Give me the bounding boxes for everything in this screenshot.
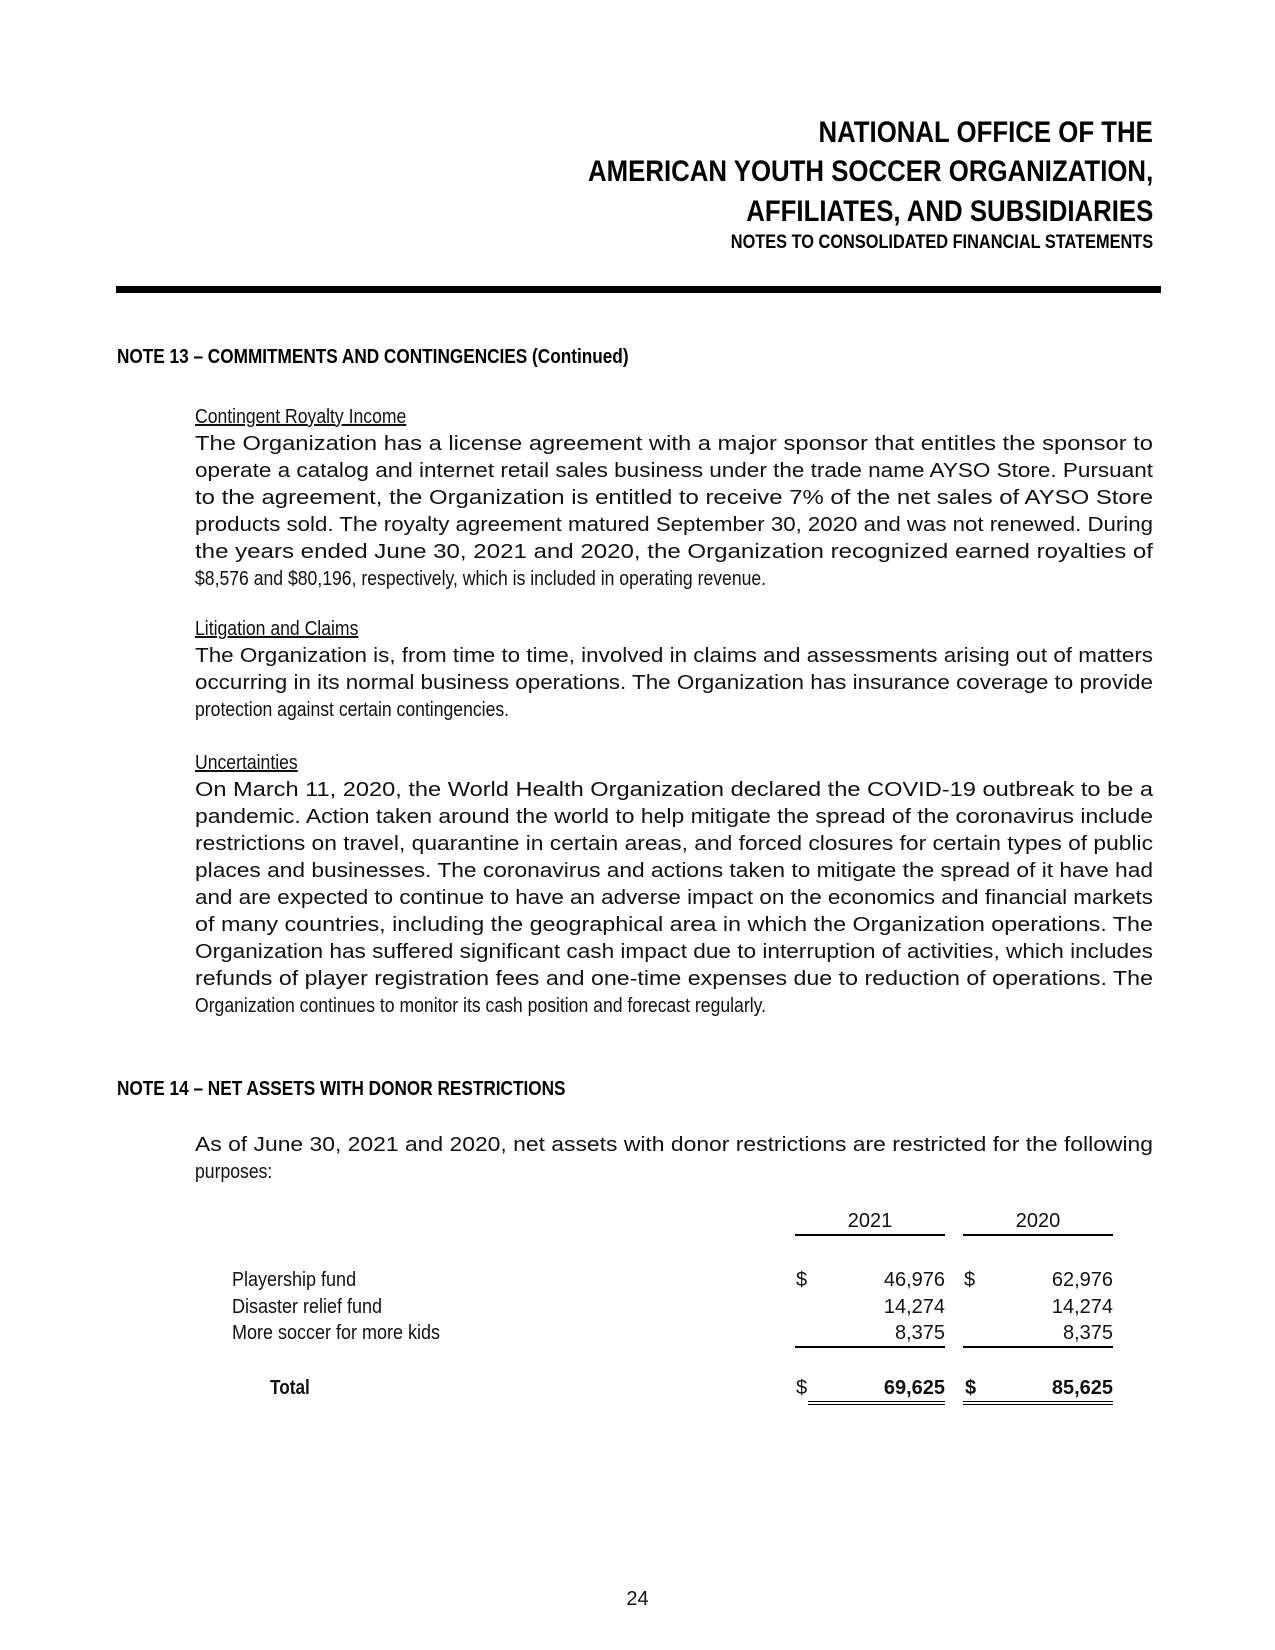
total-value-2021: 69,625 bbox=[808, 1375, 945, 1405]
text-run: The Organization has a license agreement with a major sponsor that entitles the sponsor to bbox=[195, 433, 1153, 455]
section-heading-royalty: Contingent Royalty Income bbox=[195, 406, 407, 428]
currency-symbol: $ bbox=[796, 1377, 808, 1399]
header-line-3: AFFILIATES, AND SUBSIDIARIES bbox=[745, 195, 1153, 228]
total-label: Total bbox=[270, 1377, 310, 1399]
cell-value: 8,375 bbox=[963, 1320, 1113, 1348]
text-run: operate a catalog and internet retail sales business under the trade name AYSO Store. Pursuant bbox=[195, 460, 1153, 482]
column-header-2021: 2021 bbox=[795, 1208, 945, 1236]
column-header-2020: 2020 bbox=[963, 1208, 1113, 1236]
text-run: and are expected to continue to have an adverse impact on the economics and financial markets bbox=[195, 887, 1153, 909]
cell-value: 14,274 bbox=[883, 1296, 945, 1318]
text-run: restrictions on travel, quarantine in certain areas, and forced closures for certain types of public bbox=[195, 833, 1153, 855]
currency-symbol: $ bbox=[964, 1269, 976, 1291]
row-label: More soccer for more kids bbox=[232, 1322, 441, 1344]
total-value-2020 bbox=[963, 1375, 1113, 1405]
cell-value: 14,274 bbox=[1051, 1296, 1113, 1318]
cell-value: 62,976 bbox=[1051, 1269, 1113, 1291]
text-run: As of June 30, 2021 and 2020, net assets with donor restrictions are restricted for the following bbox=[195, 1134, 1153, 1156]
currency-symbol: $ bbox=[796, 1269, 808, 1291]
text-run: places and businesses. The coronavirus and actions taken to mitigate the spread of it have had bbox=[195, 860, 1153, 882]
section-heading-litigation: Litigation and Claims bbox=[195, 618, 359, 640]
row-label: Playership fund bbox=[232, 1269, 357, 1291]
text-run: On March 11, 2020, the World Health Organization declared the COVID-19 outbreak to be a bbox=[195, 779, 1153, 801]
row-label: Disaster relief fund bbox=[232, 1296, 383, 1318]
text-run: occurring in its normal business operations. The Organization has insurance coverage to provide bbox=[195, 672, 1153, 694]
text-run: the years ended June 30, 2021 and 2020, the Organization recognized earned royalties of bbox=[195, 541, 1153, 563]
cell-value: 46,976 bbox=[883, 1269, 945, 1291]
text-run: pandemic. Action taken around the world to help mitigate the spread of the coronavirus include bbox=[195, 806, 1153, 828]
page-number: 24 bbox=[626, 1588, 649, 1610]
text-run: to the agreement, the Organization is entitled to receive 7% of the net sales of AYSO Store bbox=[195, 487, 1153, 509]
text-run: purposes: bbox=[195, 1161, 273, 1183]
text-run: The Organization is, from time to time, involved in claims and assessments arising out of matters bbox=[195, 645, 1153, 667]
text-run: refunds of player registration fees and one-time expenses due to reduction of operations. The bbox=[195, 968, 1153, 990]
header-line-2: AMERICAN YOUTH SOCCER ORGANIZATION, bbox=[587, 155, 1153, 188]
text-run: Organization continues to monitor its cash position and forecast regularly. bbox=[195, 995, 766, 1017]
text-run: products sold. The royalty agreement matured September 30, 2020 and was not renewed. During bbox=[195, 514, 1153, 536]
section-heading-uncertainties: Uncertainties bbox=[195, 752, 298, 774]
note-14-title: NOTE 14 – NET ASSETS WITH DONOR RESTRICTIONS bbox=[117, 1078, 566, 1100]
total-amount: 85,625 bbox=[1051, 1377, 1113, 1399]
text-run: Organization has suffered significant cash impact due to interruption of activities, which includes bbox=[195, 941, 1153, 963]
text-run: protection against certain contingencies. bbox=[195, 699, 510, 721]
text-run: $8,576 and $80,196, respectively, which is included in operating revenue. bbox=[195, 568, 767, 590]
header-subtitle: NOTES TO CONSOLIDATED FINANCIAL STATEMENTS bbox=[730, 232, 1153, 253]
header-line-1: NATIONAL OFFICE OF THE bbox=[818, 116, 1153, 149]
text-run: of many countries, including the geographical area in which the Organization operations. The bbox=[195, 914, 1153, 936]
cell-value: 8,375 bbox=[795, 1320, 945, 1348]
currency-symbol: $ bbox=[965, 1377, 977, 1399]
note-13-title: NOTE 13 – COMMITMENTS AND CONTINGENCIES (Continued) bbox=[117, 346, 629, 368]
